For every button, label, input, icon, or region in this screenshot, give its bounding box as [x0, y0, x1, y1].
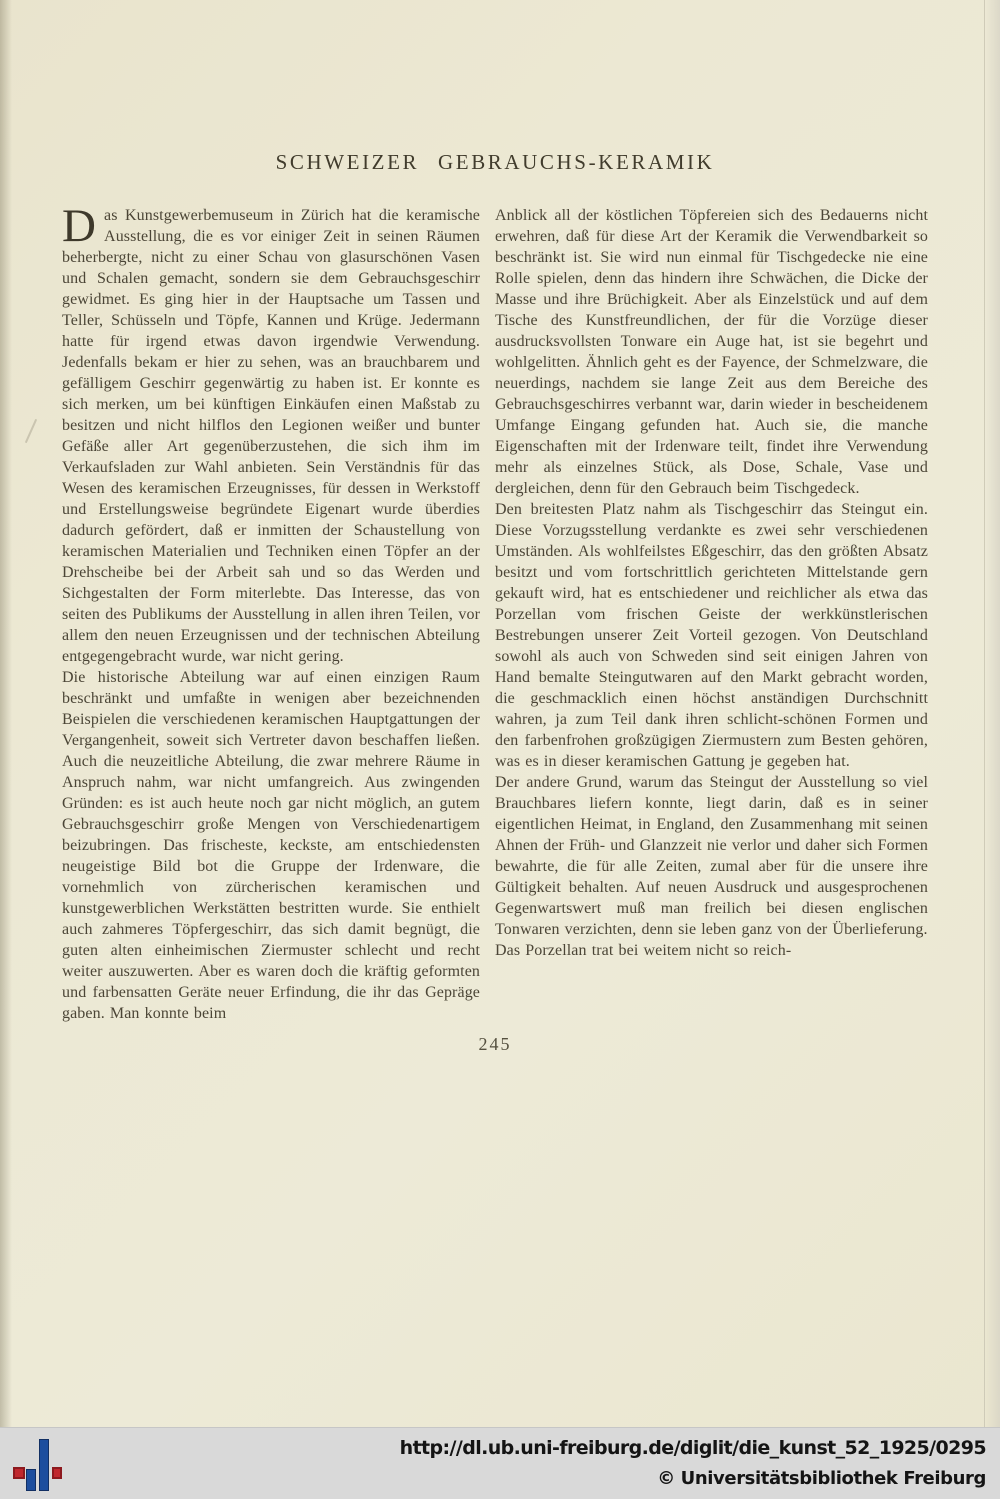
page-right-edge	[984, 0, 1000, 1427]
page-content	[62, 150, 928, 1055]
paragraph: Das Porzellan trat bei weitem nicht so reich-	[495, 942, 792, 959]
paragraph: Der andere Grund, warum das Steingut der Ausstellung so viel Brauchbares liefern konnte, liegt darin, daß es in seiner eigentlichen Heimat, in England, den Zusammenhang mit seinen Ahnen der Früh- und Glanzzeit nie verlor und daher sich Formen bewahrte, die für alle Zeiten, zumal aber für die unsere ihre Gültigkeit behalten. Auf neuen Ausdruck und ausgesprochenen Gegenwartswert muß man freilich bei diesen englischen Tonwaren verzichten, denn sie leben ganz von der Überlieferung.	[495, 774, 928, 938]
text-columns	[62, 200, 928, 1024]
margin-pencil-mark	[25, 419, 37, 444]
ub-freiburg-logo	[13, 1438, 73, 1493]
right-column	[495, 205, 928, 1024]
footer-bar	[0, 1427, 1000, 1499]
copyright-notice: © Universitätsbibliothek Freiburg	[657, 1468, 986, 1489]
paragraph: Den breitesten Platz nahm als Tischgeschirr das Steingut ein. Diese Vorzugsstellung verdankte es zwei sehr verschiedenen Umständen. Als wohlfeilstes Eßgeschirr, das den größten Absatz besitzt und vom fortschrittlich gerichteten Mittelstande gern gekauft wird, hat es entschiedener und reichlicher als etwa das Porzellan vom frischen Geiste der werkkünstlerischen Bestrebungen unserer Zeit Vorteil gezogen. Von Deutschland sowohl als auch von Schweden sind seit einigen Jahren von Hand bemalte Steingutwaren auf den Markt gebracht worden, die geschmacklich einen höchst anständigen Durchschnitt wahren, ja zum Teil dank ihren schlicht-schönen Formen und den farbenfrohen großzügigen Ziermustern zum Besten gehören, was es in dieser keramischen Gattung je gegeben hat.	[495, 501, 928, 770]
page-number: 245	[478, 1034, 512, 1054]
paragraph: Die historische Abteilung war auf einen einzigen Raum beschränkt und umfaßte in wenigen aber bezeichnenden Beispielen die verschiedenen keramischen Hauptgattungen der Vergangenheit, soweit sich Vertreter davon beschaffen ließen. Auch die neuzeitliche Abteilung, die zwar mehrere Räume in Anspruch nahm, war nicht umfangreich. Aus zwingenden Gründen: es ist auch heute noch gar nicht möglich, an gutem Gebrauchsgeschirr große Mengen von Verschiedenartigem beizubringen. Das frischeste, keckste, am entschiedensten neugeistige Bild bot die Gruppe der Irdenware, die vornehmlich von zürcherischen keramischen und kunstgewerblichen Werkstätten bestritten wurde. Sie enthielt auch zahmeres Töpfergeschirr, das sich damit begnügt, die guten alten einheimischen Ziermuster schlecht und recht weiter auszuwerten. Aber es waren doch die kräftig geformten und farbensatten Geräte neuer Erfindung, die ihr das Gepräge gaben. Man konnte beim	[62, 669, 480, 1022]
paragraph	[62, 200, 480, 667]
drop-cap-letter: D	[62, 200, 97, 252]
page-left-edge-shadow	[0, 0, 12, 1427]
page-title: SCHWEIZER GEBRAUCHS-KERAMIK	[275, 150, 715, 174]
paragraph-text: as Kunstgewerbemuseum in Zürich hat die keramische Ausstellung, die es vor einiger Zeit in seinen Räumen beherbergte, nicht zu einer Schau von glasurschönen Vasen und Schalen gemacht, sondern sie dem Gebrauchsgeschirr gewidmet. Es ging hier in der Hauptsache um Tassen und Teller, Schüsseln und Töpfe, Kannen und Krüge. Jedermann hatte für irgend etwas davon irgendwie Verwendung. Jedenfalls bekam er hier zu sehen, was an brauchbarem und gefälligem Geschirr gegenwärtig zu haben ist. Er konnte es sich merken, um bei künftigen Einkäufen einen Maßstab zu besitzen und nicht hilflos den Legionen weißer und bunter Gefäße aller Art gegenüberzustehen, die sich ihm im Verkaufsladen zur Wahl anbieten. Sein Verständnis für das Wesen des keramischen Erzeugnisses, für dessen in Werkstoff und Erstellungsweise begründete Eigenart wurde überdies dadurch gefördert, daß er inmitten der Schaustellung von keramischen Materialien und Techniken einen Töpfer an der Drehscheibe bei der Arbeit sah und so das Werden und Sichgestalten der Form miterlebte. Das Interesse, das von seiten des Publikums der Ausstellung in allen ihren Teilen, vor allem den neuen Erzeugnissen und der technischen Abteilung entgegengebracht wurde, war nicht gering.	[62, 207, 480, 665]
logo-red-square-right-icon	[52, 1467, 62, 1479]
logo-red-square-left-icon	[13, 1467, 25, 1479]
left-column	[62, 200, 480, 1024]
source-url: http://dl.ub.uni-freiburg.de/diglit/die_kunst_52_1925/0295	[399, 1437, 986, 1459]
paragraph: Anblick all der köstlichen Töpfereien sich des Bedauerns nicht erwehren, daß für diese Art der Keramik die Verwendbarkeit so beschränkt ist. Sie wird nun einmal für Tischgedecke nie eine Rolle spielen, denn das hindern ihre Schwächen, die Dicke der Masse und ihre Brüchigkeit. Aber als Einzelstück und auf dem Tische des Kunstfreundlichen, der für die Vorzüge dieser ausdrucksvollsten Tonware ein Auge hat, ist sie begehrt und wohlgelitten. Ähnlich geht es der Fayence, der Schmelzware, die neuerdings, nachdem sie lange Zeit aus dem Bereiche des Gebrauchsgeschirres verbannt war, darin wieder in bescheidenem Umfange Eingang gefunden hat. Auch sie, die manche Eigenschaften mit der Irdenware teilt, findet ihre Verwendung mehr als einzelnes Stück, als Dose, Schale, Vase und dergleichen, denn für den Gebrauch beim Tischgedeck.	[495, 207, 928, 497]
footer-text-block	[400, 1437, 986, 1489]
logo-blue-bar-tall-icon	[39, 1439, 49, 1491]
logo-blue-bar-short-icon	[26, 1469, 36, 1491]
